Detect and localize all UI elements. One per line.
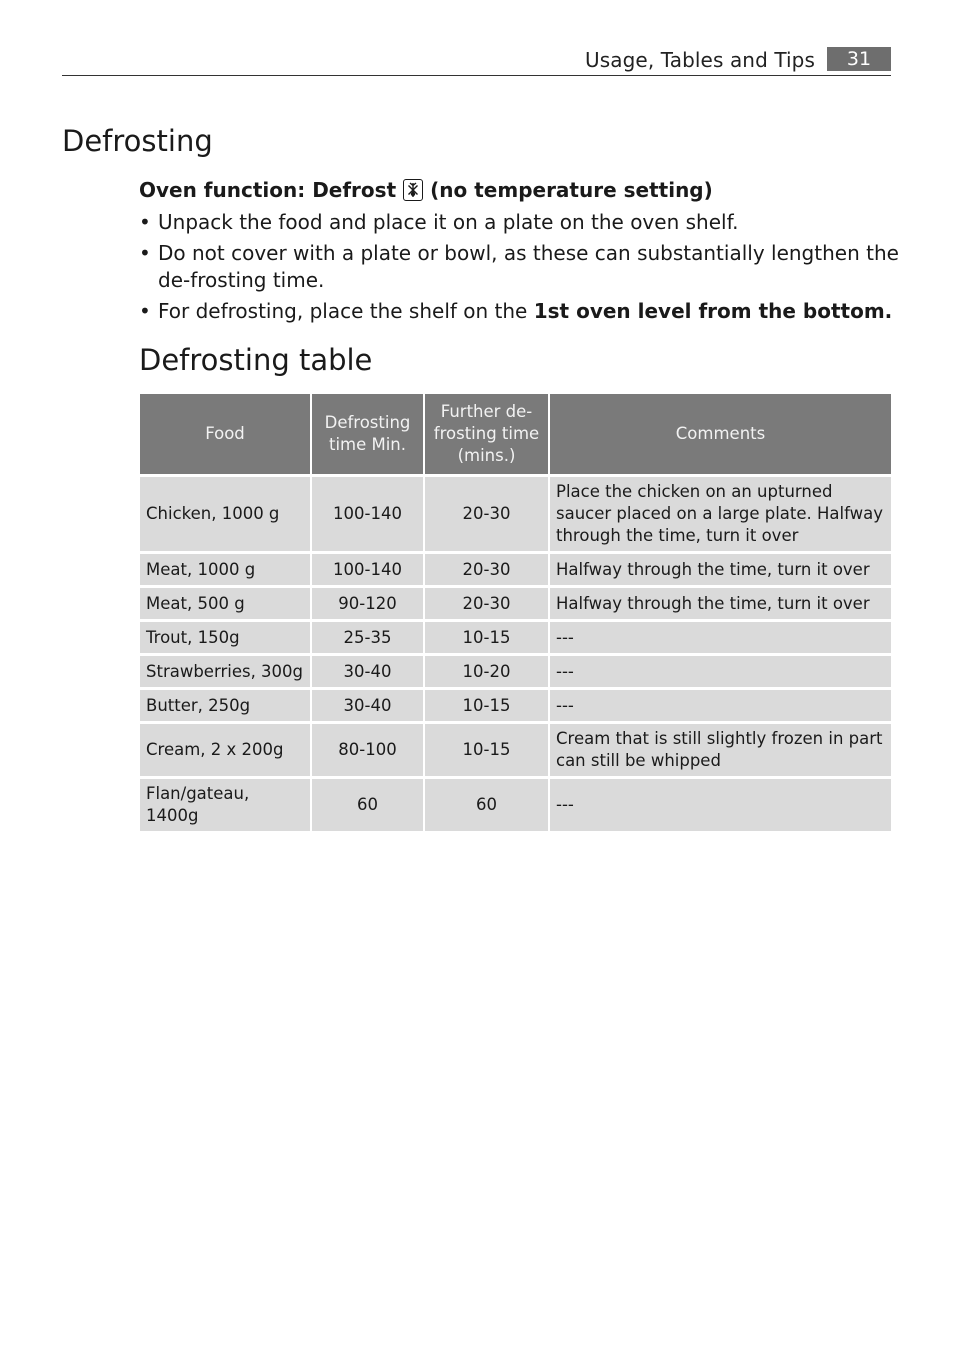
table-title: Defrosting table bbox=[139, 343, 373, 377]
oven-function-line bbox=[139, 178, 713, 202]
oven-function-label: Oven function: Defrost bbox=[139, 178, 397, 202]
cell-comments: --- bbox=[550, 779, 891, 831]
cell-comments: --- bbox=[550, 656, 891, 687]
instruction-item: • Unpack the food and place it on a plate on the oven shelf. bbox=[139, 210, 739, 234]
instruction-item: • Do not cover with a plate or bowl, as these can substantially lengthen the de-frosting time. bbox=[139, 241, 899, 292]
cell-defrost-time: 30-40 bbox=[312, 690, 423, 721]
table-header-row bbox=[140, 394, 891, 474]
cell-food: Strawberries, 300g bbox=[140, 656, 310, 687]
cell-defrost-time: 30-40 bbox=[312, 656, 423, 687]
table-row bbox=[140, 554, 891, 585]
cell-food: Trout, 150g bbox=[140, 622, 310, 653]
cell-further-time: 10-20 bbox=[425, 656, 548, 687]
section-title: Usage, Tables and Tips bbox=[585, 48, 815, 72]
table-row bbox=[140, 588, 891, 619]
instruction-emphasis: 1st oven level from the bottom. bbox=[533, 299, 893, 323]
cell-defrost-time: 90-120 bbox=[312, 588, 423, 619]
page-title: Defrosting bbox=[62, 124, 213, 158]
cell-further-time: 20-30 bbox=[425, 554, 548, 585]
defrost-symbol-icon bbox=[403, 179, 423, 201]
column-header-food: Food bbox=[140, 394, 310, 474]
cell-comments: Halfway through the time, turn it over bbox=[550, 554, 891, 585]
column-header-defrosting-time: Defrosting time Min. bbox=[312, 394, 423, 474]
column-header-further-defrosting: Further de-frosting time (mins.) bbox=[425, 394, 548, 474]
cell-further-time: 60 bbox=[425, 779, 548, 831]
cell-defrost-time: 25-35 bbox=[312, 622, 423, 653]
instruction-item: • For defrosting, place the shelf on the 1st oven level from the bottom. bbox=[139, 299, 893, 323]
table-row bbox=[140, 779, 891, 831]
cell-food: Butter, 250g bbox=[140, 690, 310, 721]
instruction-list bbox=[139, 209, 899, 329]
cell-further-time: 10-15 bbox=[425, 690, 548, 721]
defrosting-table bbox=[138, 391, 893, 834]
cell-further-time: 10-15 bbox=[425, 622, 548, 653]
page-header bbox=[62, 44, 891, 76]
cell-defrost-time: 60 bbox=[312, 779, 423, 831]
cell-further-time: 10-15 bbox=[425, 724, 548, 776]
cell-defrost-time: 80-100 bbox=[312, 724, 423, 776]
cell-further-time: 20-30 bbox=[425, 588, 548, 619]
cell-comments: Halfway through the time, turn it over bbox=[550, 588, 891, 619]
table-row bbox=[140, 690, 891, 721]
cell-food: Chicken, 1000 g bbox=[140, 477, 310, 551]
cell-comments: --- bbox=[550, 690, 891, 721]
cell-food: Flan/gateau, 1400g bbox=[140, 779, 310, 831]
cell-defrost-time: 100-140 bbox=[312, 477, 423, 551]
page-number: 31 bbox=[827, 47, 891, 71]
cell-comments: Place the chicken on an upturned saucer placed on a large plate. Halfway through the time, turn it over bbox=[550, 477, 891, 551]
cell-food: Meat, 1000 g bbox=[140, 554, 310, 585]
cell-food: Meat, 500 g bbox=[140, 588, 310, 619]
cell-comments: --- bbox=[550, 622, 891, 653]
cell-defrost-time: 100-140 bbox=[312, 554, 423, 585]
table-row bbox=[140, 656, 891, 687]
cell-comments: Cream that is still slightly frozen in part can still be whipped bbox=[550, 724, 891, 776]
cell-further-time: 20-30 bbox=[425, 477, 548, 551]
oven-function-note: (no temperature setting) bbox=[430, 178, 713, 202]
column-header-comments: Comments bbox=[550, 394, 891, 474]
table-row bbox=[140, 622, 891, 653]
table-row bbox=[140, 477, 891, 551]
cell-food: Cream, 2 x 200g bbox=[140, 724, 310, 776]
table-row bbox=[140, 724, 891, 776]
